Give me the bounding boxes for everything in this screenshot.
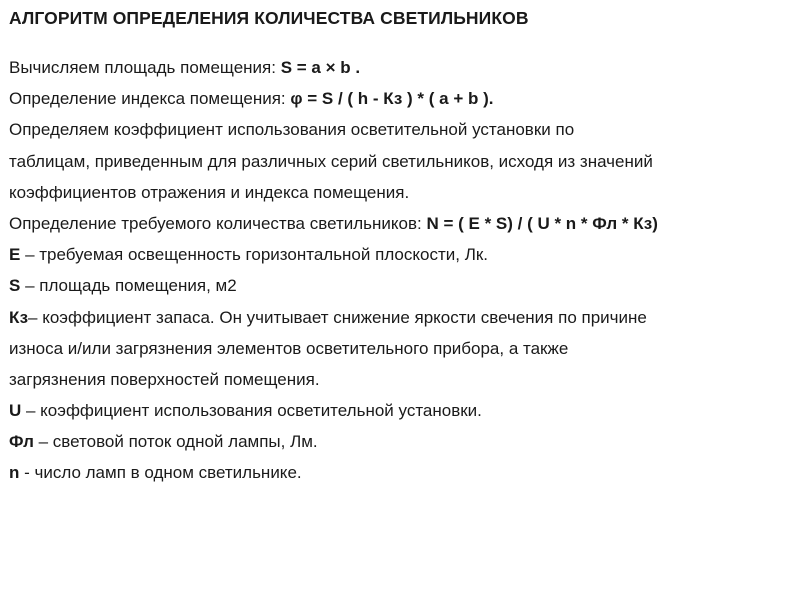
fl-definition xyxy=(9,426,791,457)
e-symbol: Е xyxy=(9,245,21,265)
fl-symbol: Фл xyxy=(9,432,34,452)
kz-symbol: Кз xyxy=(9,307,29,327)
u-symbol: U xyxy=(9,401,22,421)
s-description: – площадь помещения, м2 xyxy=(20,276,237,296)
index-line xyxy=(9,83,791,114)
coef-line-1: Определяем коэффициент использования осветительной установки по xyxy=(9,120,575,140)
e-description: – требуемая освещенность горизонтальной плоскости, Лк. xyxy=(20,245,489,265)
n-symbol: n xyxy=(9,463,20,483)
coef-line-3: коэффициентов отражения и индекса помещения. xyxy=(9,182,410,202)
n-description: - число ламп в одном светильнике. xyxy=(19,463,302,483)
slide-body xyxy=(9,52,791,489)
n-definition xyxy=(9,457,791,488)
area-formula: S = a × b . xyxy=(280,58,361,77)
kz-definition-1 xyxy=(9,302,791,333)
fl-description: – световой поток одной лампы, Лм. xyxy=(33,432,318,452)
kz-description-1: – коэффициент запаса. Он учитывает снижение яркости свечения по причине xyxy=(28,307,647,327)
kz-definition-2: износа и/или загрязнения элементов осветительного прибора, а также xyxy=(9,338,569,358)
u-definition xyxy=(9,395,791,426)
e-definition xyxy=(9,239,791,270)
s-definition xyxy=(9,270,791,301)
u-description: – коэффициент использования осветительной установки. xyxy=(21,401,482,421)
count-formula: N = ( E * S) / ( U * n * Фл * Кз) xyxy=(426,213,658,233)
slide-title: АЛГОРИТМ ОПРЕДЕЛЕНИЯ КОЛИЧЕСТВА СВЕТИЛЬНИКОВ xyxy=(9,8,529,28)
area-label: Вычисляем площадь помещения: xyxy=(9,58,281,77)
index-label: Определение индекса помещения: xyxy=(9,89,291,109)
s-symbol: S xyxy=(9,276,21,296)
index-formula: φ = S / ( h - Кз ) * ( a + b ). xyxy=(290,89,494,109)
count-line xyxy=(9,208,791,239)
kz-definition-3: загрязнения поверхностей помещения. xyxy=(9,369,320,389)
coef-line-2: таблицам, приведенным для различных серий светильников, исходя из значений xyxy=(9,151,653,171)
count-label: Определение требуемого количества светильников: xyxy=(9,213,427,233)
area-line xyxy=(9,52,791,83)
